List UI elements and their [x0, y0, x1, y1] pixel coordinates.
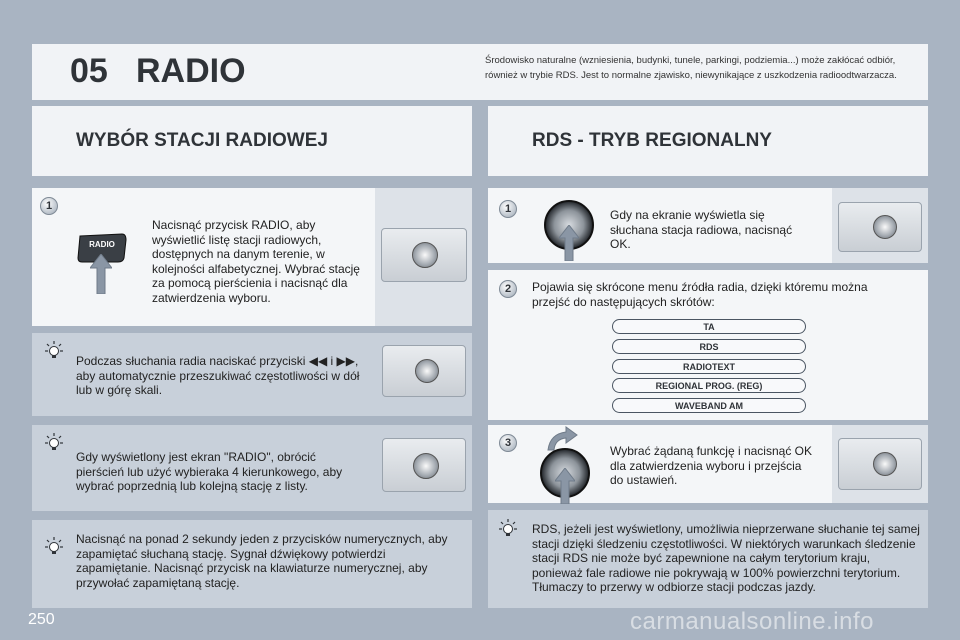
menu-item-regional-prog[interactable]: REGIONAL PROG. (REG) [612, 378, 806, 393]
step-number-badge: 1 [499, 200, 517, 218]
right-section-heading: RDS - TRYB REGIONALNY [532, 130, 772, 151]
watermark-text: carmanualsonline.info [630, 608, 874, 635]
menu-item-ta[interactable]: TA [612, 319, 806, 334]
menu-item-waveband-am[interactable]: WAVEBAND AM [612, 398, 806, 413]
left-section-heading: WYBÓR STACJI RADIOWEJ [76, 130, 328, 151]
intro-text: Środowisko naturalne (wzniesienia, budynki, tunele, parkingi, podziemia...) może zakłócać odbiór, również w trybie RDS. Jest to normalne zjawisko, niewynikające z uszkodzenia radioodtwarzacza. [485, 55, 897, 81]
chapter-number: 05 [70, 52, 108, 90]
right-step2-text: Pojawia się skrócone menu źródła radia, dzięki któremu można przejść do następujących skrótów: [532, 280, 868, 309]
right-tip-text: RDS, jeżeli jest wyświetlony, umożliwia nieprzerwane słuchanie tej samej stacji dzięki śledzeniu częstotliwości. W niektórych warunkach śledzenie stacji RDS nie może być zapewnione na całym terytorium kraju, ponieważ fale radiowe nie pokrywają w 100% powierzchni terytorium. Tłumaczy to przerwy w odbiorze stacji podczas jazdy. [532, 522, 920, 594]
lightbulb-icon [44, 340, 64, 360]
step-number-badge: 3 [499, 434, 517, 452]
arrow-up-icon [90, 254, 112, 294]
left-tip3-text: Nacisnąć na ponad 2 sekundy jeden z przycisków numerycznych, aby zapamiętać słuchaną stację. Sygnał dźwiękowy potwierdzi zapamiętanie. Nacisnąć przycisk na klawiaturze numerycznej, aby przywołać zapamiętaną stację. [76, 532, 448, 590]
right-step1-text: Gdy na ekranie wyświetla się słuchana stacja radiowa, nacisnąć OK. [610, 208, 793, 251]
left-tip1-text: Podczas słuchania radia naciskać przyciski ◀◀ i ▶▶, aby automatycznie przeszukiwać częstotliwości w dół lub w górę skali. [76, 354, 360, 397]
step-number-badge: 1 [40, 197, 58, 215]
lightbulb-icon [44, 432, 64, 452]
step-number-badge: 2 [499, 280, 517, 298]
chapter-title: RADIO [136, 52, 246, 90]
radio-unit-image [381, 228, 467, 282]
arrow-up-icon [555, 468, 575, 504]
radio-unit-image [382, 438, 466, 492]
right-step3-text: Wybrać żądaną funkcję i nacisnąć OK dla zatwierdzenia wyboru i przejścia do ustawień. [610, 444, 812, 487]
radio-button-label: RADIO [89, 240, 115, 249]
menu-item-rds[interactable]: RDS [612, 339, 806, 354]
radio-unit-image [838, 438, 922, 490]
radio-unit-image [838, 202, 922, 252]
lightbulb-icon [44, 536, 64, 556]
menu-item-radiotext[interactable]: RADIOTEXT [612, 359, 806, 374]
radio-unit-image [382, 345, 466, 397]
arrow-up-icon [559, 225, 579, 261]
left-step1-text: Nacisnąć przycisk RADIO, aby wyświetlić listę stacji radiowych, dostępnych na danym terenie, w kolejności alfabetycznej. Wybrać stację za pomocą pierścienia i nacisnąć dla zatwierdzenia wyboru. [152, 218, 360, 305]
page-number: 250 [28, 611, 55, 628]
left-tip2-text: Gdy wyświetlony jest ekran "RADIO", obrócić pierścień lub użyć wybieraka 4 kierunkowego, aby wybrać poprzednią lub kolejną stację z listy. [76, 450, 343, 493]
lightbulb-icon [498, 518, 518, 538]
